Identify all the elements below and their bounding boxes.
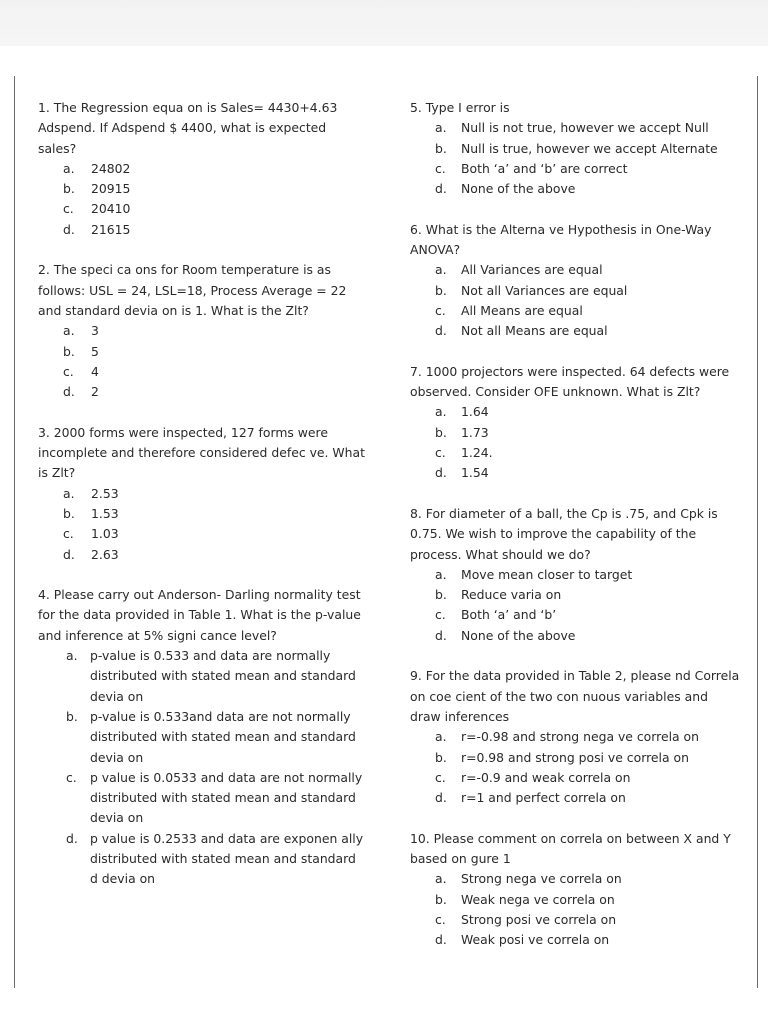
question-8-option-b — [410, 585, 740, 605]
option-letter: a. — [435, 404, 447, 420]
option-text: All Means are equal — [461, 302, 583, 318]
question-6-text: 6. What is the Alterna ve Hypothesis in One-Way ANOVA? — [410, 221, 712, 258]
option-text: 1.54 — [461, 465, 489, 481]
scan-top-band — [0, 0, 768, 46]
option-text: Reduce varia on — [461, 587, 562, 603]
option-letter: a. — [435, 262, 447, 278]
option-text: p value is 0.0533 and data are not normally distributed with stated mean and standard devia on — [90, 769, 363, 826]
option-text: 1.64 — [461, 404, 489, 420]
question-6-option-c — [410, 301, 740, 321]
question-7-option-b — [410, 423, 740, 443]
question-6 — [410, 220, 740, 342]
question-5-text: 5. Type I error is — [410, 100, 510, 115]
option-text: 3 — [91, 323, 99, 339]
question-9 — [410, 666, 740, 808]
question-1-option-d — [38, 220, 366, 240]
question-5 — [410, 98, 740, 199]
question-1-option-b — [38, 179, 366, 199]
option-text: r=1 and perfect correla on — [461, 790, 626, 806]
option-letter: c. — [435, 302, 446, 318]
question-1 — [38, 98, 366, 240]
option-text: 20410 — [91, 201, 131, 217]
option-text: 2.63 — [91, 546, 119, 562]
question-9-option-c — [410, 768, 740, 788]
left-column — [38, 98, 366, 890]
option-letter: c. — [63, 526, 74, 542]
question-5-option-d — [410, 179, 740, 199]
question-7 — [410, 362, 740, 484]
question-10-option-c — [410, 910, 740, 930]
option-text: Weak posi ve correla on — [461, 932, 610, 948]
question-3-option-b — [38, 504, 366, 524]
question-10-option-a — [410, 869, 740, 889]
question-2 — [38, 260, 366, 402]
question-9-option-a — [410, 727, 740, 747]
option-text: 1.73 — [461, 424, 489, 440]
question-2-option-a — [38, 321, 366, 341]
option-letter: c. — [435, 911, 446, 927]
option-text: Both ‘a’ and ‘b’ — [461, 607, 557, 623]
question-10-option-d — [410, 930, 740, 950]
option-text: p value is 0.2533 and data are exponen ally distributed with stated mean and standard d devia on — [90, 830, 364, 887]
option-text: 1.24. — [461, 445, 493, 461]
option-letter: c. — [63, 363, 74, 379]
question-4-text: 4. Please carry out Anderson- Darling normality test for the data provided in Table 1. What is the p-value and inference at 5% signi cance level? — [38, 587, 361, 643]
option-text: r=-0.9 and weak correla on — [461, 769, 631, 785]
option-letter: b. — [63, 505, 75, 521]
right-column — [410, 98, 740, 950]
option-text: Not all Means are equal — [461, 323, 608, 339]
question-3-option-c — [38, 524, 366, 544]
option-text: 24802 — [91, 160, 131, 176]
question-3-option-a — [38, 484, 366, 504]
option-text: 20915 — [91, 181, 131, 197]
option-letter: b. — [435, 140, 447, 156]
question-1-text: 1. The Regression equa on is Sales= 4430+4.63 Adspend. If Adspend $ 4400, what is expected sales? — [38, 100, 338, 156]
question-4-option-c — [38, 768, 366, 829]
question-7-option-c — [410, 443, 740, 463]
option-text: 2.53 — [91, 485, 119, 501]
question-9-text: 9. For the data provided in Table 2, please nd Correla on coe cient of the two con nuous variables and draw inferences — [410, 668, 740, 724]
option-letter: b. — [63, 343, 75, 359]
question-10 — [410, 829, 740, 951]
option-letter: a. — [435, 120, 447, 136]
question-7-text: 7. 1000 projectors were inspected. 64 defects were observed. Consider OFE unknown. What is Zlt? — [410, 363, 730, 400]
option-text: Null is true, however we accept Alternate — [461, 140, 718, 156]
option-letter: c. — [66, 769, 77, 785]
option-text: 2 — [91, 384, 99, 400]
option-letter: a. — [63, 323, 75, 339]
option-text: Weak nega ve correla on — [461, 891, 615, 907]
question-2-option-c — [38, 362, 366, 382]
question-5-option-b — [410, 139, 740, 159]
option-text: r=-0.98 and strong nega ve correla on — [461, 729, 699, 745]
option-letter: d. — [435, 465, 447, 481]
option-letter: d. — [435, 323, 447, 339]
option-text: Move mean closer to target — [461, 566, 633, 582]
option-letter: c. — [63, 201, 74, 217]
question-5-option-a — [410, 118, 740, 138]
option-text: 1.03 — [91, 526, 119, 542]
option-text: r=0.98 and strong posi ve correla on — [461, 749, 689, 765]
option-letter: d. — [63, 384, 75, 400]
option-letter: b. — [435, 749, 447, 765]
option-text: 21615 — [91, 221, 131, 237]
option-letter: d. — [63, 221, 75, 237]
option-letter: b. — [435, 891, 447, 907]
option-letter: d. — [435, 181, 447, 197]
option-letter: d. — [435, 790, 447, 806]
option-letter: b. — [435, 587, 447, 603]
option-text: Both ‘a’ and ‘b’ are correct — [461, 160, 628, 176]
option-text: 1.53 — [91, 505, 119, 521]
question-5-option-c — [410, 159, 740, 179]
question-1-option-c — [38, 199, 366, 219]
question-2-option-b — [38, 342, 366, 362]
question-4-option-b — [38, 707, 366, 768]
option-letter: a. — [63, 160, 75, 176]
option-text: p-value is 0.533and data are not normally distributed with stated mean and standard devia on — [90, 708, 356, 765]
question-8-text: 8. For diameter of a ball, the Cp is .75, and Cpk is 0.75. We wish to improve the capability of the process. What should we do? — [410, 505, 718, 562]
option-text: p-value is 0.533 and data are normally distributed with stated mean and standard devia on — [90, 648, 356, 704]
option-text: Not all Variances are equal — [461, 282, 628, 298]
option-letter: b. — [435, 424, 447, 440]
option-letter: a. — [435, 871, 447, 887]
question-4 — [38, 585, 366, 889]
question-7-option-a — [410, 402, 740, 422]
option-letter: d. — [63, 546, 75, 562]
option-letter: a. — [63, 485, 75, 501]
option-text: All Variances are equal — [461, 262, 603, 278]
question-4-option-a — [38, 646, 366, 707]
option-letter: c. — [435, 769, 446, 785]
option-letter: c. — [435, 160, 446, 176]
question-3-option-d — [38, 545, 366, 565]
question-1-option-a — [38, 159, 366, 179]
option-letter: b. — [63, 181, 75, 197]
option-letter: c. — [435, 607, 446, 623]
option-text: Null is not true, however we accept Null — [461, 120, 709, 136]
option-letter: c. — [435, 445, 446, 461]
question-2-option-d — [38, 382, 366, 402]
question-9-option-b — [410, 748, 740, 768]
option-text: Strong nega ve correla on — [461, 871, 622, 887]
question-3-text: 3. 2000 forms were inspected, 127 forms were incomplete and therefore considered defec ve. What is Zlt? — [38, 424, 365, 481]
option-letter: b. — [66, 708, 78, 724]
question-6-option-b — [410, 281, 740, 301]
option-text: None of the above — [461, 181, 576, 197]
question-4-option-d — [38, 829, 366, 890]
question-8-option-a — [410, 565, 740, 585]
option-letter: a. — [435, 566, 447, 582]
question-10-option-b — [410, 890, 740, 910]
question-6-option-a — [410, 260, 740, 280]
option-letter: b. — [435, 282, 447, 298]
option-letter: a. — [66, 648, 78, 664]
question-8-option-c — [410, 605, 740, 625]
question-3 — [38, 423, 366, 565]
option-letter: d. — [435, 627, 447, 643]
question-9-option-d — [410, 788, 740, 808]
question-10-text: 10. Please comment on correla on between X and Y based on gure 1 — [410, 830, 731, 866]
option-letter: a. — [435, 729, 447, 745]
question-6-option-d — [410, 321, 740, 341]
question-8-option-d — [410, 626, 740, 646]
option-text: 4 — [91, 363, 99, 379]
question-2-text: 2. The speci ca ons for Room temperature is as follows: USL = 24, LSL=18, Process Average = 22 and standard devia on is 1. What is the Zlt? — [38, 262, 347, 318]
option-text: 5 — [91, 343, 99, 359]
option-text: None of the above — [461, 627, 576, 643]
option-letter: d. — [435, 932, 447, 948]
question-8 — [410, 504, 740, 646]
question-7-option-d — [410, 463, 740, 483]
option-letter: d. — [66, 830, 78, 846]
option-text: Strong posi ve correla on — [461, 911, 617, 927]
